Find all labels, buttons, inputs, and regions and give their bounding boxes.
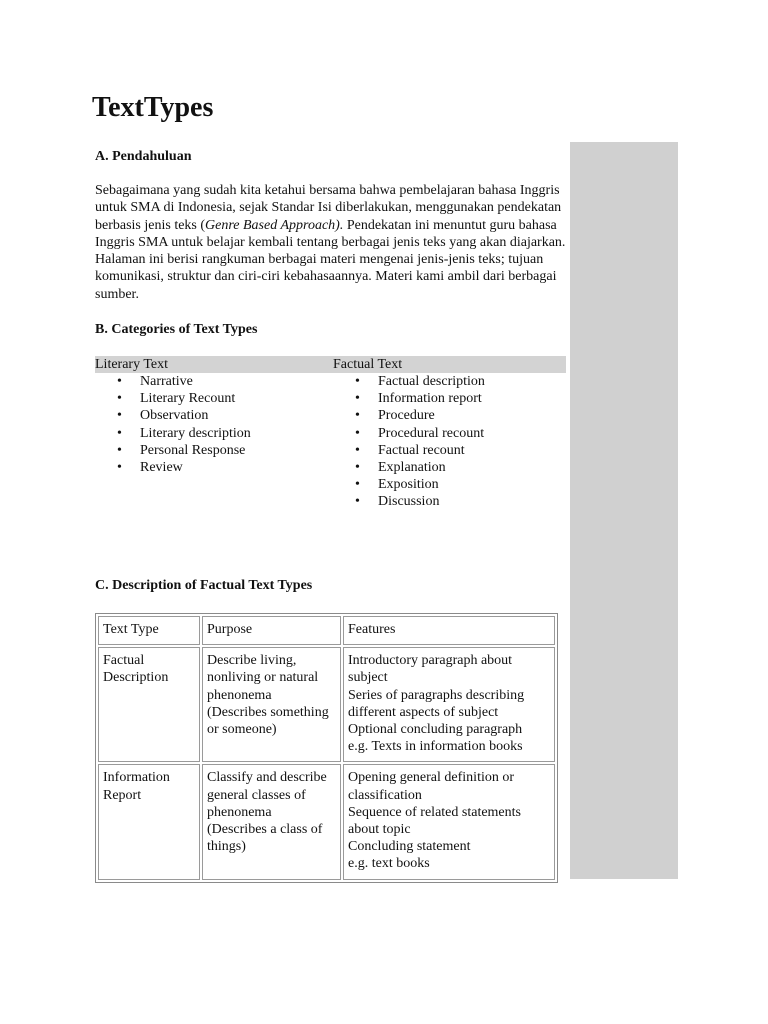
cell-line: about topic <box>348 822 411 838</box>
table-cell-purpose <box>202 764 341 879</box>
section-b-heading: B. Categories of Text Types <box>95 322 258 337</box>
cell-line: nonliving or natural <box>207 670 319 686</box>
literary-text-list <box>117 373 251 476</box>
cell-line: classification <box>348 787 422 803</box>
cell-line: Opening general definition or <box>348 770 515 786</box>
column-header: Features <box>343 616 555 645</box>
factual-item: • Discussion <box>355 493 485 510</box>
intro-text-2: Pendekatan ini menuntut guru bahasa Inggris SMA untuk belajar kembali tentang berbagai jenis teks yang akan diajarkan. Halaman ini berisi rangkuman berbagai materi mengenai jenis-jenis teks; tujuan komunikasi, struktur dan ciri-ciri kebahasaannya. Materi kami ambil dari berbagai sumber. <box>95 217 566 302</box>
literary-item: • Observation <box>117 407 251 424</box>
factual-item: • Exposition <box>355 476 485 493</box>
table-row <box>98 764 555 879</box>
table-cell-type <box>98 647 200 762</box>
literary-item: • Literary Recount <box>117 390 251 407</box>
cell-line: Classify and describe <box>207 770 327 786</box>
table-cell-type <box>98 764 200 879</box>
table-header-row <box>98 616 555 645</box>
table-body <box>98 616 555 880</box>
column-header: Purpose <box>202 616 341 645</box>
literary-item: • Review <box>117 459 251 476</box>
cell-line: Description <box>103 670 169 686</box>
factual-item: • Information report <box>355 390 485 407</box>
cell-line: Describe living, <box>207 653 297 669</box>
cell-line: Optional concluding paragraph <box>348 722 523 738</box>
cell-line: Factual <box>103 653 145 669</box>
factual-text-list <box>355 373 485 511</box>
literary-item: • Personal Response <box>117 442 251 459</box>
cell-line: e.g. text books <box>348 856 430 872</box>
factual-text-header: Factual Text <box>333 357 403 372</box>
factual-text-types-table <box>95 613 558 883</box>
cell-line: different aspects of subject <box>348 704 499 720</box>
cell-line: Report <box>103 787 142 803</box>
intro-paragraph <box>95 182 569 303</box>
section-a-heading: A. Pendahuluan <box>95 149 192 164</box>
intro-italic: Genre Based Approach). <box>205 217 344 233</box>
cell-line: Introductory paragraph about <box>348 653 513 669</box>
cell-line: Information <box>103 770 170 786</box>
factual-item: • Factual recount <box>355 442 485 459</box>
cell-line: phenonema <box>207 804 272 820</box>
right-gray-panel <box>570 142 678 879</box>
cell-line: Concluding statement <box>348 839 471 855</box>
table-cell-features <box>343 764 555 879</box>
cell-line: things) <box>207 839 246 855</box>
categories-header-bar <box>95 356 566 373</box>
cell-line: phenonema <box>207 687 272 703</box>
cell-line: Sequence of related statements <box>348 804 521 820</box>
literary-text-header: Literary Text <box>95 357 169 372</box>
cell-line: (Describes something <box>207 704 329 720</box>
page-title: TextTypes <box>92 92 214 123</box>
factual-item: • Explanation <box>355 459 485 476</box>
factual-item: • Factual description <box>355 373 485 390</box>
intro-text-1: Sebagaimana yang sudah kita ketahui bersama bahwa pembelajaran bahasa Inggris untuk SMA di Indonesia, sejak Standar Isi diberlakukan, menggunakan pendekatan berbasis jenis teks ( <box>95 183 562 233</box>
table-cell-features <box>343 647 555 762</box>
cell-line: or someone) <box>207 722 277 738</box>
cell-line: subject <box>348 670 388 686</box>
column-header: Text Type <box>98 616 200 645</box>
literary-item: • Narrative <box>117 373 251 390</box>
cell-line: Series of paragraphs describing <box>348 687 525 703</box>
factual-item: • Procedural recount <box>355 425 485 442</box>
factual-item: • Procedure <box>355 407 485 424</box>
table-cell-purpose <box>202 647 341 762</box>
literary-item: • Literary description <box>117 425 251 442</box>
cell-line: e.g. Texts in information books <box>348 739 523 755</box>
table-row <box>98 647 555 762</box>
cell-line: general classes of <box>207 787 306 803</box>
section-c-heading: C. Description of Factual Text Types <box>95 578 313 593</box>
cell-line: (Describes a class of <box>207 822 323 838</box>
